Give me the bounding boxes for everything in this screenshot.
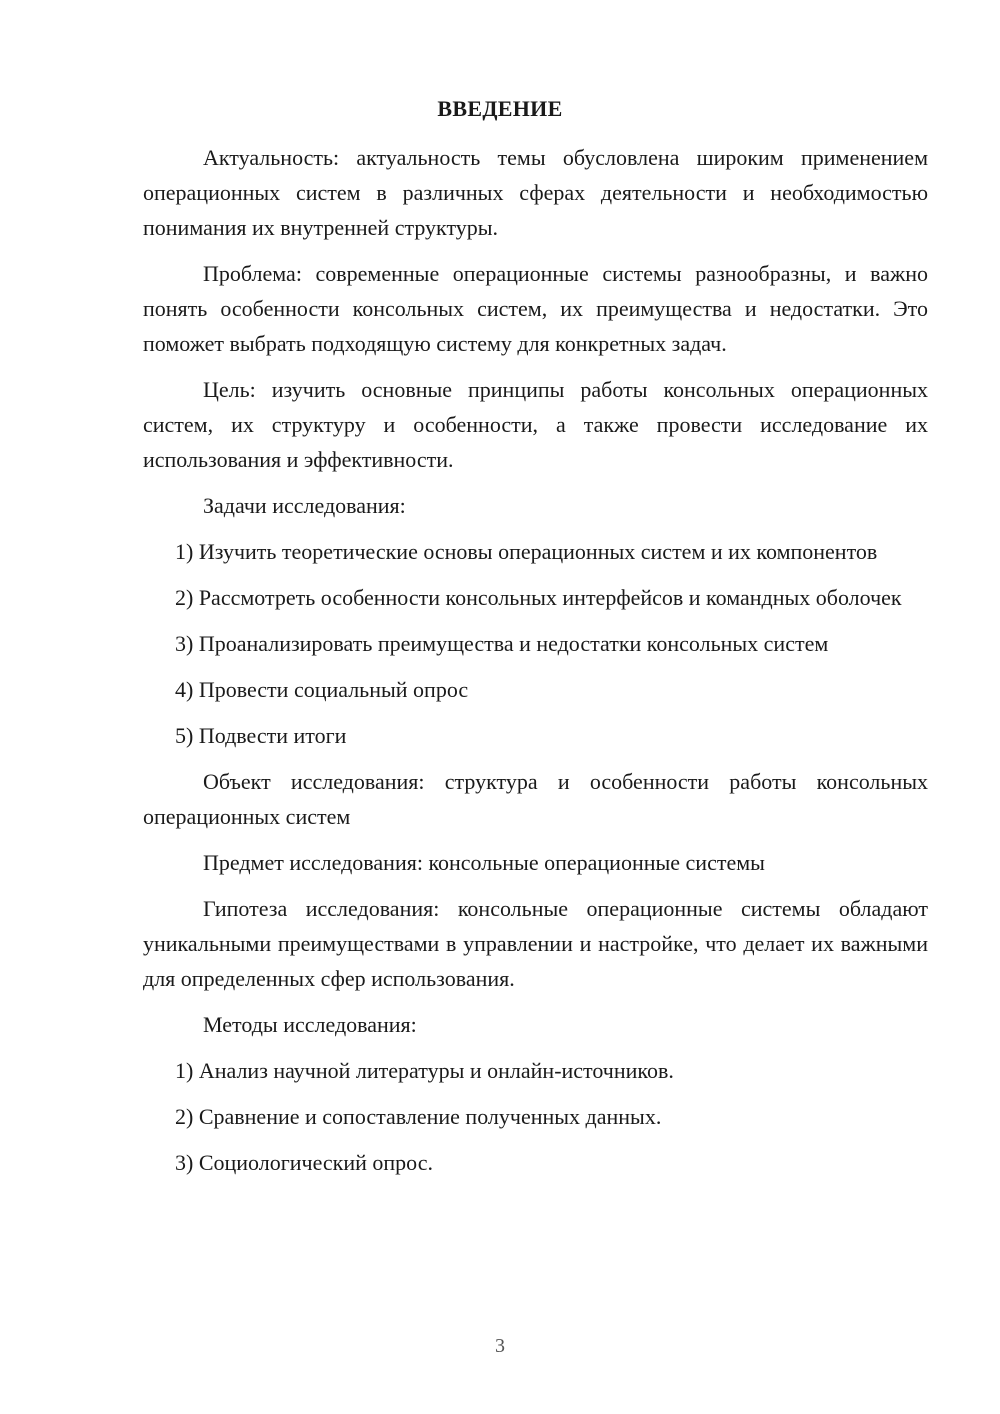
- page-number: 3: [495, 1335, 505, 1357]
- method-item-1: 1) Анализ научной литературы и онлайн-источников.: [175, 1058, 674, 1083]
- task-item-4: 4) Провести социальный опрос: [175, 677, 469, 702]
- paragraph-subject: Предмет исследования: консольные операционные системы: [203, 850, 765, 875]
- task-item-2: 2) Рассмотреть особенности консольных интерфейсов и командных оболочек: [175, 585, 902, 610]
- method-item-2: 2) Сравнение и сопоставление полученных данных.: [175, 1104, 662, 1129]
- paragraph-relevance: Актуальность: актуальность темы обусловлена широким применением операционных систем в различных сферах деятельности и необходимостью понимания их внутренней структуры.: [143, 145, 928, 240]
- paragraph-object: Объект исследования: структура и особенности работы консольных операционных систем: [143, 769, 928, 829]
- document-body: [143, 140, 928, 1191]
- methods-title: Методы исследования:: [203, 1012, 417, 1037]
- section-heading: ВВЕДЕНИЕ: [437, 96, 563, 121]
- method-item-3: 3) Социологический опрос.: [175, 1150, 433, 1175]
- paragraph-problem: Проблема: современные операционные системы разнообразны, и важно понять особенности консольных систем, их преимущества и недостатки. Это поможет выбрать подходящую систему для конкретных задач.: [143, 261, 928, 356]
- tasks-title: Задачи исследования:: [203, 493, 406, 518]
- paragraph-hypothesis: Гипотеза исследования: консольные операционные системы обладают уникальными преимуществами в управлении и настройке, что делает их важными для определенных сфер использования.: [143, 896, 928, 991]
- task-item-1: 1) Изучить теоретические основы операционных систем и их компонентов: [175, 539, 878, 564]
- task-item-3: 3) Проанализировать преимущества и недостатки консольных систем: [175, 631, 829, 656]
- task-item-5: 5) Подвести итоги: [175, 723, 347, 748]
- paragraph-goal: Цель: изучить основные принципы работы консольных операционных систем, их структуру и особенности, а также провести исследование их использования и эффективности.: [143, 377, 928, 472]
